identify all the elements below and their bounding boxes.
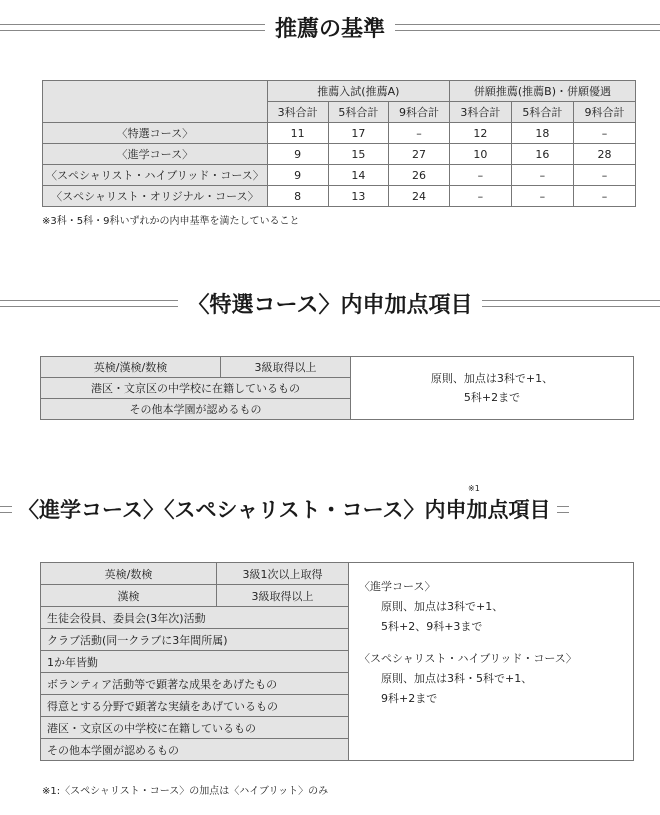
subheader-cell: 5科合計 [511,102,573,123]
recommendation-criteria-table [42,80,636,207]
section3-title: 〈進学コース〉〈スペシャリスト・コース〉内申加点項目 [18,498,551,522]
table-row [43,186,636,207]
bonus-requirement: 3級取得以上 [217,585,349,607]
bonus-item: クラブ活動(同一クラブに3年間所属) [41,629,349,651]
bonus-item: その他本学園が認めるもの [41,399,351,420]
bonus-item: 英検/数検 [41,563,217,585]
desc-line: 9科+2まで [381,692,438,705]
table-row [41,357,634,378]
value-cell: – [573,186,635,207]
value-cell: 17 [328,123,389,144]
value-cell: 26 [389,165,450,186]
bonus-item: 1か年皆勤 [41,651,349,673]
corner-cell [43,81,268,123]
group-b-header: 併願推薦(推薦B)・併願優遇 [449,81,635,102]
heading-rule-left [0,300,178,307]
desc-line: 5科+2、9科+3まで [381,620,483,633]
course-name: 〈スペシャリスト・ハイブリッド・コース〉 [359,652,577,665]
bonus-item: 港区・文京区の中学校に在籍しているもの [41,717,349,739]
heading-rule-right [482,300,660,307]
subheader-cell: 9科合計 [573,102,635,123]
bonus-description [349,563,634,761]
value-cell: 13 [328,186,389,207]
row-label: 〈進学コース〉 [43,144,268,165]
value-cell: 9 [267,144,328,165]
value-cell: 12 [449,123,511,144]
title-footnote-mark: ※1 [468,484,480,493]
value-cell: – [449,165,511,186]
desc-line: 原則、加点は3科で+1、 [381,600,504,613]
group-a-header: 推薦入試(推薦A) [267,81,449,102]
value-cell: 24 [389,186,450,207]
section1-title: 推薦の基準 [275,16,386,42]
bonus-item: 生徒会役員、委員会(3年次)活動 [41,607,349,629]
row-label: 〈特選コース〉 [43,123,268,144]
heading-rule-left [0,24,265,31]
table-row [43,123,636,144]
course-name: 〈進学コース〉 [359,580,436,593]
section3-footnote: ※1:〈スペシャリスト・コース〉の加点は〈ハイブリット〉のみ [42,786,329,797]
table-row [43,165,636,186]
bonus-item: 漢検 [41,585,217,607]
desc-line: 5科+2まで [463,391,521,404]
bonus-item: 英検/漢検/数検 [41,357,221,378]
subheader-cell: 5科合計 [328,102,389,123]
value-cell: – [573,123,635,144]
tokusen-bonus-table [40,356,634,420]
bonus-item: 得意とする分野で顕著な実績をあげているもの [41,695,349,717]
value-cell: – [573,165,635,186]
value-cell: 16 [511,144,573,165]
value-cell: 11 [267,123,328,144]
bonus-item: その他本学園が認めるもの [41,739,349,761]
value-cell: – [511,165,573,186]
table-row [43,144,636,165]
heading-rule-right [557,506,569,513]
section1-heading [0,14,660,40]
value-cell: 27 [389,144,450,165]
bonus-description [351,357,634,420]
table-row [41,563,634,585]
row-label: 〈スペシャリスト・ハイブリッド・コース〉 [43,165,268,186]
value-cell: 8 [267,186,328,207]
shingaku-specialist-bonus-table [40,562,634,761]
subheader-cell: 3科合計 [267,102,328,123]
subheader-cell: 9科合計 [389,102,450,123]
section3-heading [0,494,660,524]
value-cell: – [511,186,573,207]
value-cell: 9 [267,165,328,186]
value-cell: 15 [328,144,389,165]
desc-line: 原則、加点は3科・5科で+1、 [381,672,533,685]
value-cell: 10 [449,144,511,165]
heading-rule-left [0,506,12,513]
value-cell: 14 [328,165,389,186]
section2-heading [0,288,660,318]
value-cell: 18 [511,123,573,144]
value-cell: – [449,186,511,207]
section1-note: ※3科・5科・9科いずれかの内申基準を満たしていること [42,216,300,227]
value-cell: 28 [573,144,635,165]
row-label: 〈スペシャリスト・オリジナル・コース〉 [43,186,268,207]
desc-line: 原則、加点は3科で+1、 [430,372,554,385]
bonus-item: ボランティア活動等で顕著な成果をあげたもの [41,673,349,695]
bonus-requirement: 3級1次以上取得 [217,563,349,585]
heading-rule-right [395,24,660,31]
subheader-cell: 3科合計 [449,102,511,123]
value-cell: – [389,123,450,144]
bonus-requirement: 3級取得以上 [221,357,351,378]
bonus-item: 港区・文京区の中学校に在籍しているもの [41,378,351,399]
section2-title: 〈特選コース〉内申加点項目 [187,292,473,318]
